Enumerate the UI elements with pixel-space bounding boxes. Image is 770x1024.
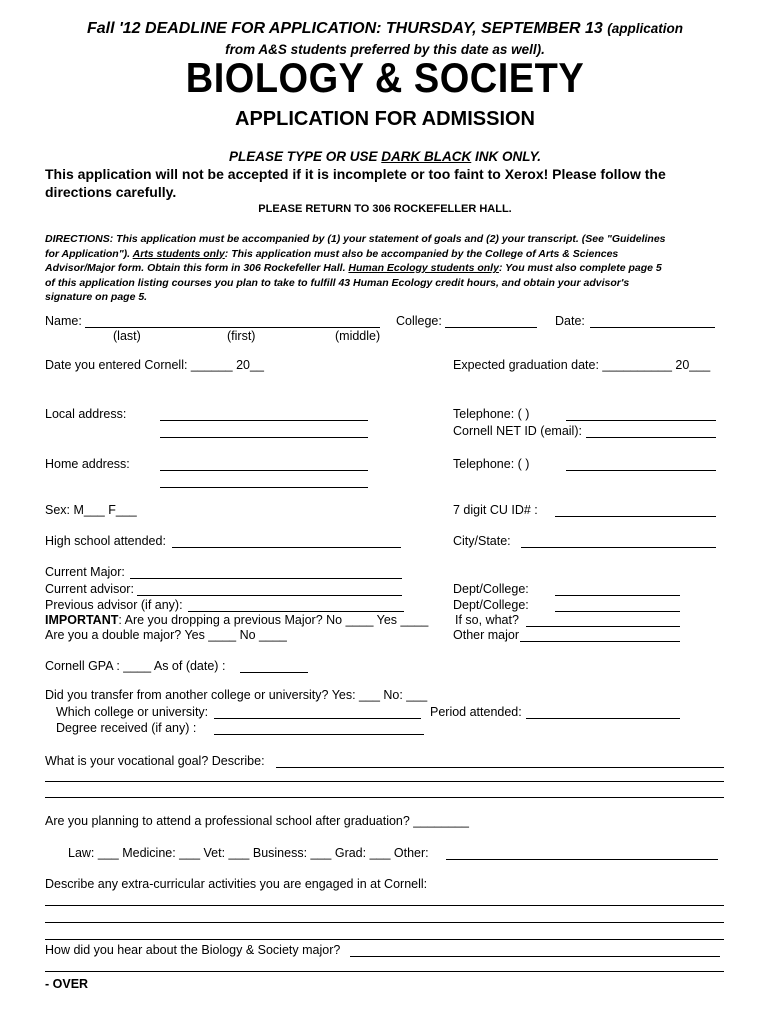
other-major-field[interactable] xyxy=(520,641,680,642)
directions-line-1: DIRECTIONS: This application must be accompanied by (1) your statement of goals and (2) your transcript. (See "Guidelines xyxy=(45,233,666,245)
if-so-field[interactable] xyxy=(526,626,680,627)
directions-line-4: of this application listing courses you plan to take to fulfill 43 Human Ecology credit hours, and obtain your advisor's xyxy=(45,276,630,289)
college-field[interactable] xyxy=(445,327,537,328)
date-field[interactable] xyxy=(590,327,715,328)
deadline-text: Fall '12 DEADLINE FOR APPLICATION: THURSDAY, SEPTEMBER 13 xyxy=(86,20,603,37)
professional-school-question[interactable]: Are you planning to attend a professional school after graduation? ________ xyxy=(45,814,469,828)
vocational-goal-field-1[interactable] xyxy=(276,767,724,768)
directions-line-3 xyxy=(45,261,666,276)
home-telephone-label: Telephone: ( ) xyxy=(453,457,530,471)
over-indicator: - OVER xyxy=(45,977,89,991)
period-attended-field[interactable] xyxy=(526,718,680,719)
first-name-hint: (first) xyxy=(227,329,256,343)
expected-graduation-field[interactable]: Expected graduation date: __________ 20___ xyxy=(453,358,711,372)
directions xyxy=(45,232,666,305)
last-name-hint: (last) xyxy=(113,329,141,343)
extracurricular-field-2[interactable] xyxy=(45,922,724,923)
other-major-label: Other major xyxy=(453,628,519,642)
directions-text: : You must also complete page 5 xyxy=(498,262,662,274)
extracurricular-field-1[interactable] xyxy=(45,905,724,906)
warning-line-1: This application will not be accepted if it is incomplete or too faint to Xerox! Please follow the xyxy=(45,166,666,182)
home-address-label: Home address: xyxy=(45,457,130,471)
extracurricular-field-3[interactable] xyxy=(45,939,724,940)
degree-received-label: Degree received (if any) : xyxy=(56,721,197,735)
dept-college-field-1[interactable] xyxy=(555,595,680,596)
important-label: IMPORTANT xyxy=(45,613,119,627)
dept-college-field-2[interactable] xyxy=(555,611,680,612)
gpa-label: Cornell GPA : ____ As of (date) : xyxy=(45,659,226,673)
deadline-line-2: from A&S students preferred by this date as well). xyxy=(225,42,545,57)
netid-label: Cornell NET ID (email): xyxy=(453,424,582,438)
gpa-date-field[interactable] xyxy=(240,672,308,673)
sex-field[interactable]: Sex: M___ F___ xyxy=(45,503,137,517)
hear-about-field[interactable] xyxy=(350,956,720,957)
return-instruction: PLEASE RETURN TO 306 ROCKEFELLER HALL. xyxy=(258,203,512,215)
which-college-field[interactable] xyxy=(214,718,421,719)
page-subtitle: APPLICATION FOR ADMISSION xyxy=(235,108,535,130)
extracurricular-label: Describe any extra-curricular activities you are engaged in at Cornell: xyxy=(45,877,428,891)
directions-line-2 xyxy=(45,247,666,262)
vocational-goal-field-3[interactable] xyxy=(45,797,724,798)
home-address-field-2[interactable] xyxy=(160,487,368,488)
page-title: BIOLOGY & SOCIETY xyxy=(185,55,585,103)
previous-advisor-label: Previous advisor (if any): xyxy=(45,598,183,612)
cu-id-label: 7 digit CU ID# : xyxy=(453,503,538,517)
directions-text: Advisor/Major form. Obtain this form in 306 Rockefeller Hall. xyxy=(45,262,349,274)
important-dropping-major[interactable] xyxy=(45,613,428,627)
date-label: Date: xyxy=(555,314,585,328)
important-text: : Are you dropping a previous Major? No ____ Yes ____ xyxy=(118,613,429,627)
school-type-options[interactable]: Law: ___ Medicine: ___ Vet: ___ Business: ___ Grad: ___ Other: xyxy=(68,846,429,860)
current-advisor-field[interactable] xyxy=(137,595,402,596)
name-field[interactable] xyxy=(85,327,380,328)
dept-college-label-1: Dept/College: xyxy=(453,582,529,596)
double-major-field[interactable]: Are you a double major? Yes ____ No ____ xyxy=(45,628,287,642)
current-advisor-label: Current advisor: xyxy=(45,582,134,596)
directions-text: for Application"). xyxy=(45,247,133,260)
ink-text-a: PLEASE TYPE OR USE xyxy=(228,149,382,164)
high-school-label: High school attended: xyxy=(45,534,166,548)
city-state-label: City/State: xyxy=(453,534,511,548)
if-so-label: If so, what? xyxy=(455,613,519,627)
dept-college-label-2: Dept/College: xyxy=(453,598,529,612)
home-telephone-field[interactable] xyxy=(566,470,716,471)
home-address-field-1[interactable] xyxy=(160,470,368,471)
degree-received-field[interactable] xyxy=(214,734,424,735)
local-address-field-1[interactable] xyxy=(160,420,368,421)
warning-line-2: directions carefully. xyxy=(45,184,177,200)
local-address-label: Local address: xyxy=(45,407,127,421)
deadline-note: (application xyxy=(607,21,684,36)
deadline-line-1 xyxy=(0,20,770,38)
transfer-question[interactable]: Did you transfer from another college or university? Yes: ___ No: ___ xyxy=(45,688,428,702)
arts-students-only: Arts students only xyxy=(132,247,225,260)
directions-text: : This application must also be accompanied by the College of Arts & Sciences xyxy=(224,247,619,260)
local-telephone-field[interactable] xyxy=(566,420,716,421)
period-attended-label: Period attended: xyxy=(430,705,522,719)
ink-text-b: DARK BLACK xyxy=(381,149,472,164)
ink-instruction xyxy=(0,149,770,164)
which-college-label: Which college or university: xyxy=(56,705,209,719)
hear-about-field-2[interactable] xyxy=(45,971,724,972)
previous-advisor-field[interactable] xyxy=(188,611,404,612)
high-school-field[interactable] xyxy=(172,547,401,548)
human-ecology-only: Human Ecology students only xyxy=(348,262,499,274)
current-major-label: Current Major: xyxy=(45,565,125,579)
netid-field[interactable] xyxy=(586,437,716,438)
hear-about-label: How did you hear about the Biology & Society major? xyxy=(45,943,341,957)
current-major-field[interactable] xyxy=(130,578,402,579)
city-state-field[interactable] xyxy=(521,547,716,548)
college-label: College: xyxy=(396,314,442,328)
other-school-field[interactable] xyxy=(446,859,718,860)
vocational-goal-field-2[interactable] xyxy=(45,781,724,782)
name-label: Name: xyxy=(45,314,82,328)
directions-line-5: signature on page 5. xyxy=(45,291,148,303)
ink-text-c: INK ONLY. xyxy=(471,149,542,164)
local-telephone-label: Telephone: ( ) xyxy=(453,407,530,421)
local-address-field-2[interactable] xyxy=(160,437,368,438)
date-entered-cornell-field[interactable]: Date you entered Cornell: ______ 20__ xyxy=(45,358,264,372)
middle-name-hint: (middle) xyxy=(335,329,381,343)
cu-id-field[interactable] xyxy=(555,516,716,517)
vocational-goal-label: What is your vocational goal? Describe: xyxy=(45,754,265,768)
